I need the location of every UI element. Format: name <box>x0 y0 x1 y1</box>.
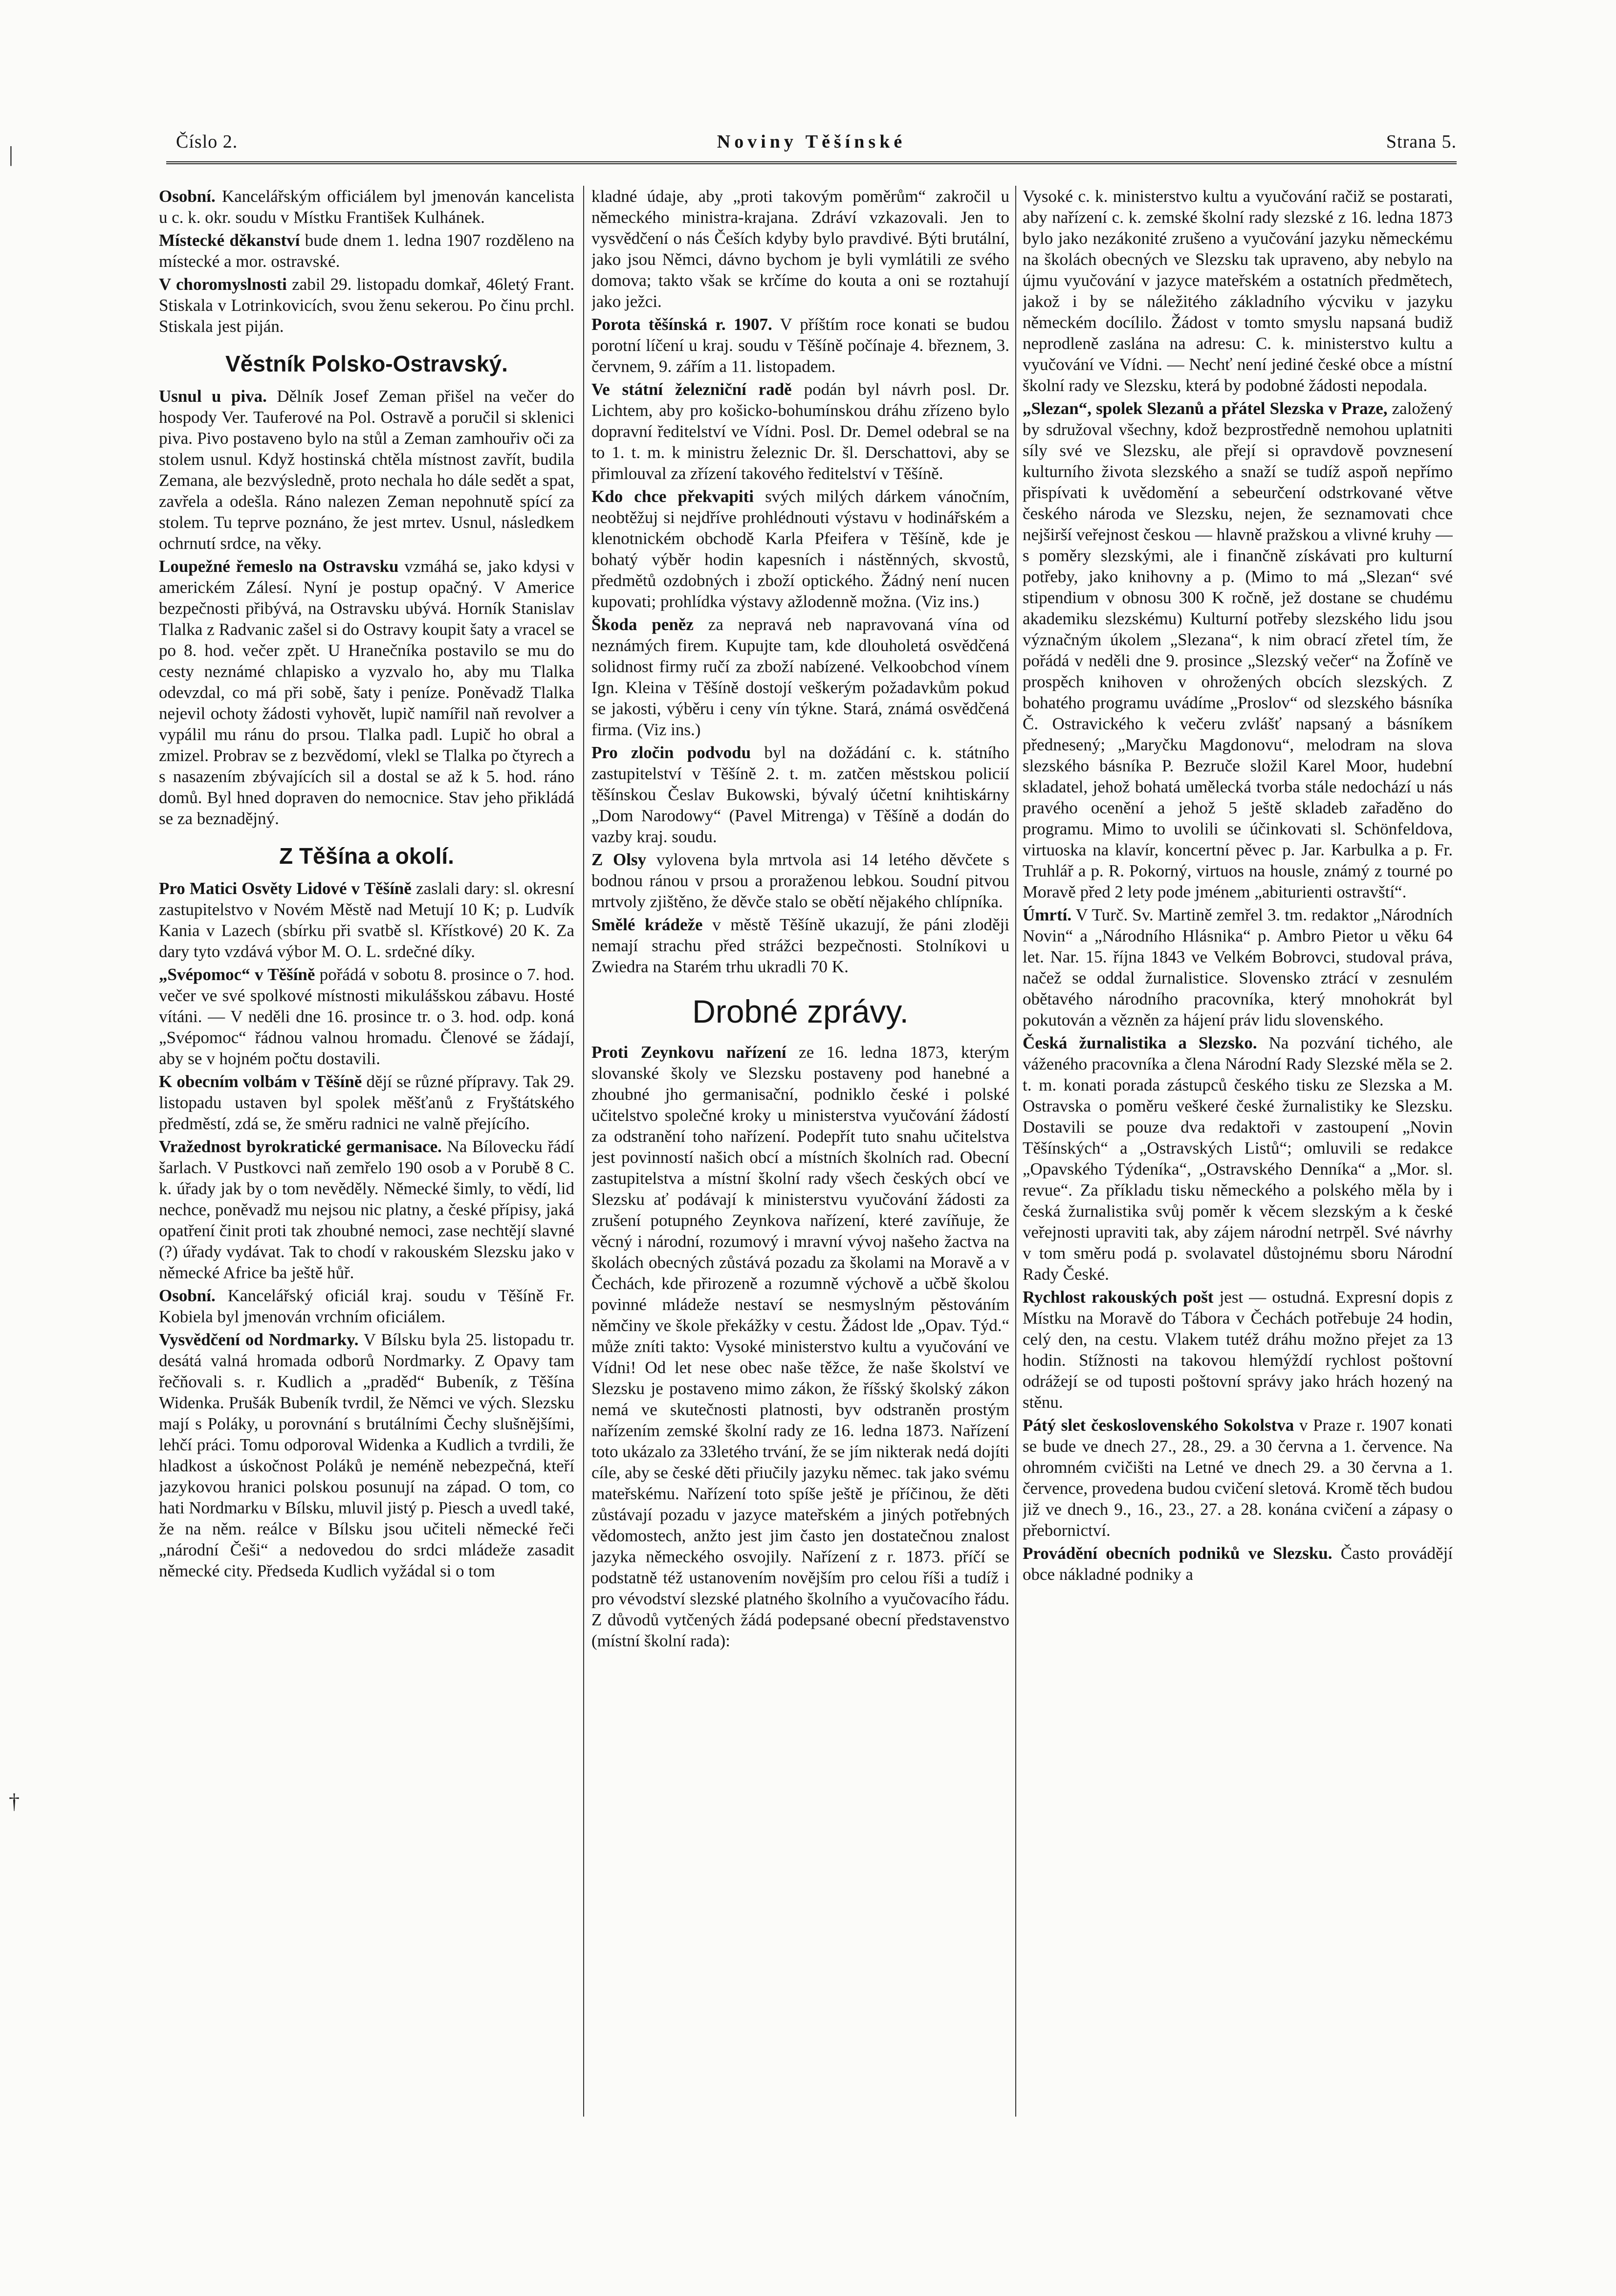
column-3 <box>1023 186 1453 2117</box>
article-text: podán byl návrh posl. Dr. Lichtem, aby pro košicko-bohumínskou dráhu zřízeno bylo dopravní ředitelství ve Vídni. Posl. Dr. Demel odebral se na to 1. t. m. k ministru železnic Dr. šl. Derschattovi, aby se přimlouval za zřízení takového ředitelství v Těšíně. <box>591 380 1009 483</box>
article-heading: Kdo chce překvapiti <box>591 487 754 506</box>
issue-number: Číslo 2. <box>176 131 238 152</box>
article-heading: Osobní. <box>159 1286 216 1305</box>
article-heading: V choromyslnosti <box>159 275 287 294</box>
article-text: svých milých dárkem vánočním, neobtěžuj si nejdříve prohlédnouti výstavu v hodinářském a klenotnickém obchodě Karla Pfeifera v Těšíně, kde je bohatý výběr hodin kapesních i nástěnných, skvostů, předmětů ozdobných i zboží optického. Žádný není nucen kupovati; prohlídka výstavy ažlodenně možna. (Viz ins.) <box>591 487 1009 611</box>
article-heading: Z Olsy <box>591 850 647 869</box>
article-text: Často provádějí obce nákladné podniky a <box>1023 1544 1453 1584</box>
article <box>591 486 1009 612</box>
article-heading: Loupežné řemeslo na Ostravsku <box>159 557 399 576</box>
article <box>591 379 1009 484</box>
article-heading: Vysvědčení od Nordmarky. <box>159 1330 359 1349</box>
article-text: za nepravá neb napravovaná vína od neznámých firem. Kupujte tam, kde dlouholetá osvědčená solidnost firmy ručí za zboží nabízené. Velkoobchod vínem Ign. Kleina v Těšíně dostojí veškerým požadavkům pokud se jakosti, výběru i ceny vín týkne. Stará, známá osvědčená firma. (Viz ins.) <box>591 615 1009 739</box>
article <box>591 1042 1009 1651</box>
article <box>1023 904 1453 1030</box>
article <box>1023 186 1453 396</box>
article-heading: Místecké děkanství <box>159 231 300 250</box>
article-text: v Praze r. 1907 konati se bude ve dnech 27., 28., 29. a 30 června a 1. července. Na ohromném cvičišti na Letné ve dnech 29. a 30 června a 1. července, provedena budou cvičení sletová. Kromě těch budou již ve dnech 9., 16., 23., 27. a 28. konána cvičení a zápasy o přebornictví. <box>1023 1416 1453 1540</box>
article-text: pořádá v sobotu 8. prosince o 7. hod. večer ve své spolkové místnosti mikulášskou zábavu. Hosté vítáni. — V neděli dne 16. prosince tr. o 3. hod. odp. koná „Svépomoc“ řádnou valnou hromadu. Členové se žádají, aby se v hojném počtu dostavili. <box>159 965 574 1068</box>
article-heading: Smělé krádeže <box>591 915 703 934</box>
article <box>591 742 1009 847</box>
article <box>591 914 1009 977</box>
article-text: byl na dožádání c. k. státního zastupitelství v Těšíně 2. t. m. zatčen městskou policií těšínskou Česlav Bukowski, bývalý účetní knihtiskárny „Dom Narodowy“ (Pavel Mitrenga) v Těšíně a dodán do vazby kraj. soudu. <box>591 743 1009 846</box>
header-rule <box>166 161 1457 164</box>
article <box>159 230 574 272</box>
article-heading: Provádění obecních podniků ve Slezsku. <box>1023 1544 1332 1563</box>
article <box>1023 1543 1453 1585</box>
article-text: zaslali dary: sl. okresní zastupitelstvo v Novém Městě nad Metují 10 K; p. Ludvík Kania v Lazech (sbírku při svatbě sl. Křístkové) 20 K. Za dary tyto vzdává výbor M. O. L. srdečné díky. <box>159 879 574 961</box>
article-heading: Škoda peněz <box>591 615 694 634</box>
article-text: V Turč. Sv. Martině zemřel 3. tm. redaktor „Národních Novin“ a „Národního Hlásnika“ p. Ambro Pietor u věku 64 let. Nar. 15. října 1843 ve Velkém Bobrovci, studoval práva, načež se oddal žurnalistice. Slovensko ztrácí v zesnulém obětavého národního pracovníka, který mnohokrát byl pokutován a vězněn za hájení práv lidu slovenského. <box>1023 905 1453 1029</box>
article-text: V příštím roce konati se budou porotní líčení u kraj. soudu v Těšíně počínaje 4. březnem, 3. červnem, 9. zářím a 11. listopadem. <box>591 315 1009 376</box>
article <box>159 964 574 1069</box>
article-heading: Proti Zeynkovu nařízení <box>591 1043 786 1062</box>
article-heading: „Slezan“, spolek Slezanů a přátel Slezska v Praze, <box>1023 399 1388 418</box>
article-text: Na Bílovecku řádí šarlach. V Pustkovci naň zemřelo 190 osob a v Porubě 8 C. k. úřady jak by o tom nevěděly. Německé šimly, to vědí, lid nechce, poněvadž mu nejsou nic platny, a české přípisy, jaká opatření činit proti tak zhoubné nemoci, zase nechtějí slavné (?) úřady vydávat. Tak to chodí v rakouském Slezsku jako v německé Africe ba ještě hůř. <box>159 1137 574 1282</box>
article-heading: Usnul u piva. <box>159 387 267 406</box>
article <box>591 614 1009 740</box>
section-heading: Drobné zprávy. <box>692 993 909 1029</box>
article-text: vylovena byla mrtvola asi 14 letého děvčete s bodnou ránou v prsou a proraženou lebkou. Soudní pitvou mrtvoly zjištěno, že děvče stalo se obětí nějakého chlípníka. <box>591 850 1009 911</box>
article-text: Kancelářským officiálem byl jmenován kancelista u c. k. okr. soudu v Místku František Kulhánek. <box>159 187 574 227</box>
article <box>591 314 1009 377</box>
article <box>159 1136 574 1283</box>
article <box>159 1285 574 1327</box>
article <box>159 1071 574 1134</box>
page-number: Strana 5. <box>1386 131 1457 152</box>
article-heading: Rychlost rakouských pošt <box>1023 1288 1214 1307</box>
article-text: Dělník Josef Zeman přišel na večer do hospody Ver. Tauferové na Pol. Ostravě a poručil si sklenici piva. Pivo postaveno bylo na stůl a Zeman zamhouřiv oči za stolem usnul. Když hostinská chtěla místnost zavřít, budila Zemana, ale bezvýsledně, proto nechala ho dále sedět a spat, zavřela a odešla. Ráno nalezen Zeman nepohnutě spící za stolem. Tu teprve poznáno, že jest mrtev. Usnul, následkem ochrnutí srdce, na věky. <box>159 387 574 553</box>
article <box>1023 1415 1453 1541</box>
article-text: zabil 29. listopadu domkař, 46letý Frant. Stiskala v Lotrinkovicích, svou ženu sekerou. Po činu prchl. Stiskala jest piján. <box>159 275 574 336</box>
article-heading: Osobní. <box>159 187 216 206</box>
article-text: V Bílsku byla 25. listopadu tr. desátá valná hromada odborů Nordmarky. Z Opavy tam řečňovali s. r. Kudlich a „praděd“ Bubeník, z Těšína Widenka. Prušák Bubeník tvrdil, že Němci ve vých. Slezsku mají s Poláky, u porovnání s brutálními Čechy slušnějšími, lehčí práci. Tomu odporoval Widenka a Kudlich a tvrdili, že hladkost a úskočnost Poláků je neméně nebezpečná, kteří jazykovou hranici polskou posunují na západ. O tom, co hati Nordmarku v Bílsku, mluvil jistý p. Piesch a uvedl také, že na něm. reálce v Bílsku jsou učiteli německé řeči „národní Češi“ a nedovedou do srdci mládeže zasadit německé city. Předseda Kudlich vyžádal si o tom <box>159 1330 574 1580</box>
newspaper-title: Noviny Těšínské <box>717 131 906 152</box>
page-header <box>166 131 1457 165</box>
article <box>159 274 574 337</box>
article <box>159 186 574 228</box>
article-text: v městě Těšíně ukazují, že páni zloději nemají strachu před strážci bezpečnosti. Stolníkovi u Zwiedra na Starém trhu ukradli 70 K. <box>591 915 1009 976</box>
article-text: bude dnem 1. ledna 1907 rozděleno na místecké a mor. ostravské. <box>159 231 574 271</box>
article-text: Vysoké c. k. ministerstvo kultu a vyučování račiž se postarati, aby nařízení c. k. zemské školní rady slezské z 16. ledna 1873 bylo jako nezákonité zrušeno a vyučování jazyku německému na školách obecných ve Slezsku tak upraveno, aby nebylo na újmu vyučování v jazyce mateřském a ostatních předmětech, jakož i by se náležitého základního výcviku v jazyku německém docílilo. Žádost v tomto smyslu napsaná budiž neprodleně zaslána na adresu: C. k. ministerstvo kultu a vyučování ve Vídni. — Nechť není jediné české obce a místní školní rady ve Slezsku, která by podobné žádosti nepodala. <box>1023 187 1453 395</box>
article-heading: Ve státní železniční radě <box>591 380 792 399</box>
article-heading: Vražednost byrokratické germanisace. <box>159 1137 442 1156</box>
article-text: jest — ostudná. Expresní dopis z Místku na Moravě do Tábora v Čechách potřebuje 24 hodin, celý den, na cestu. Vlakem tutéž dráhu možno přejet za 13 hodin. Stížnosti na takovou hlemýždí rychlost poštovní odrážejí se od tuposti poštovní správy jako hrách hozený na stěnu. <box>1023 1288 1453 1412</box>
article <box>159 556 574 829</box>
article-text: vzmáhá se, jako kdysi v americkém Zálesí. Nyní je postup opačný. V Americe bezpečnosti přibývá, na Ostravsku ubývá. Horník Stanislav Tlalka z Radvanic zašel si do Ostravy koupit šaty a vracel se po 8. hod. večer zpět. U Hranečníka postavilo se mu do cesty neznámé chlapisko a vyzvalo ho, aby mu Tlalka odevzdal, co má při sobě, šaty i peníze. Poněvadž Tlalka nejevil ochoty žádosti vyhovět, lupič namířil naň revolver a vypálil mu ránu do prsou. Tlalka padl. Lupič ho obral a zmizel. Probrav se z bezvědomí, vlekl se Tlalka po čtyrech a s nasazením zbývajících sil a dostal se až k 5. hod. ráno domů. Byl hned dopraven do nemocnice. Stav jeho přikládá se za beznadějný. <box>159 557 574 828</box>
article-text: ze 16. ledna 1873, kterým slovanské školy ve Slezsku postaveny pod hanebné a zhoubné jho germanisační, podniklo české i polské učitelstvo společné kroky u ministerstva vyučování žádostí za odstranění toho nařízení. Podepřít tuto snahu učitelstva jest povinností našich obcí a místních školních rad. Obecní zastupitelstva a místní školní rady všech českých obcí ve Slezsku ať podávají k ministerstvu vyučování žádosti za zrušení potupného Zeynkova nařízení, které zavíňuje, že věcný i národní, rozumový i mravní vývoj našeho žactva na školách obecných zůstává pozadu za školami na Moravě a v Čechách, kde přirozeně a rozumně výchově a učbě školou povinné mládeže nestaví se nesmyslným pěstováním němčiny ve škole překážky v cestu. Žádost lde „Opav. Týd.“ může zníti takto: Vysoké ministerstvo kultu a vyučování ve Vídni! Od let nese obec naše těžce, že naše školství ve Slezsku je postaveno mimo zákon, že říšský školský zákon nemá ve skutečnosti platnosti, byv odstraněn prostým nařízením zemské školní rady ze 16. ledna 1873. Nařízení toto ukázalo za 33letého trvání, že se jím nikterak nedá dojíti cíle, aby se české děti přiučily jazyku němec. tak jako svému mateřskému. Nařízení toto spíše ještě je příčinou, že děti zůstávají pozadu v jazyce mateřském a jiných potřebných vědomostech, anžto jest jim často jen dostatečnou znalost jazyka německého osvojily. Nařízení z r. 1873. příčí se podstatně též ustanovením novějším pro celou říši a tudíž i pro vévodství slezské platného školního a vyučovacího řádu. Z důvodů vytčených žádá podepsané obecní představenstvo (místní školní rada): <box>591 1043 1009 1650</box>
article <box>159 1329 574 1581</box>
article-heading: Porota těšínská r. 1907. <box>591 315 772 334</box>
article-text: kladné údaje, aby „proti takovým poměrům“ zakročil u německého ministra-krajana. Zdráví vzkazovali. Jen to vysvědčení o nás Češích kdyby bylo pravdivé. Býti brutální, jako jsou Němci, dávno bychom je byli vymlátili ze svého domova; takto však se krčíme do kouta a oni se roztahují jako ježci. <box>591 187 1009 311</box>
column-divider <box>1015 186 1016 2117</box>
column-divider <box>583 186 584 2117</box>
article-text: dějí se různé přípravy. Tak 29. listopadu ustaven byl spolek měšťanů z Fryštátského předměstí, zdá se, že směru radnici ne valně přejícího. <box>159 1072 574 1133</box>
column-2 <box>591 186 1009 2117</box>
scan-margin-mark: † <box>9 1790 20 1814</box>
article <box>1023 398 1453 902</box>
article-heading: Úmrtí. <box>1023 905 1072 924</box>
article <box>591 849 1009 912</box>
article-heading: Pro zločin podvodu <box>591 743 751 762</box>
article <box>1023 1287 1453 1413</box>
section-heading: Věstník Polsko-Ostravský. <box>225 351 508 376</box>
section-heading: Z Těšína a okolí. <box>279 843 454 869</box>
article-text: Na pozvání tichého, ale váženého pracovníka a člena Národní Rady Slezské měla se 2. t. m. konati porada zástupců českého tisku ze Slezska a M. Ostravska o poměru veškeré české žurnalistiky ke Slezsku. Dostavili se pouze dva redaktoři v zastoupení „Novin Těšínských“ a „Ostravských Listů“; omluvili se redakce „Opavského Týdeníka“, „Ostravského Denníka“ a „Mor. sl. revue“. Za příkladu tisku německého a polského měla by i česká žurnalistika svůj poměr k věcem slezským a k české veřejnosti upraviti tak, aby zájem národní netrpěl. Své návrhy v tom směru podá p. svolavatel důstojnému sboru Národní Rady České. <box>1023 1033 1453 1284</box>
article <box>1023 1032 1453 1285</box>
article-text: Kancelářský oficiál kraj. soudu v Těšíně Fr. Kobiela byl jmenován vrchním oficiálem. <box>159 1286 574 1326</box>
article <box>159 878 574 962</box>
article <box>591 186 1009 312</box>
article-heading: Česká žurnalistika a Slezsko. <box>1023 1033 1257 1052</box>
scan-margin-mark: | <box>9 142 13 166</box>
article-heading: Pátý slet československého Sokolstva <box>1023 1416 1294 1435</box>
column-1 <box>159 186 574 2117</box>
article-heading: K obecním volbám v Těšíně <box>159 1072 362 1091</box>
article-text: založený by sdružoval všechny, kdož bezprostředně nemohou uplatniti síly své ve Slezsku, ale přejí si opravdově povznesení kulturního života slezského a snaží se tudíž aspoň nepřímo přispívati k uvědomění a sebeurčení odstrkované větve českého národa ve Slezsku, nejen, že seznamovati chce nejširší veřejnost českou — hlavně pražskou a vlivné kruhy — s poměry slezskými, ale i finančně získávati pro kulturní potřeby, jako knihovny a p. (Mimo to má „Slezan“ své stipendium v obnosu 300 K ročně, jež dostane se chudému akademiku slezskému) Kulturní potřeby slezského lidu jsou význačným úkolem „Slezana“, k nim obrací zřetel tím, že pořádá v neděli dne 9. prosince „Slezský večer“ na Žofíně ve prospěch knihoven v ohrožených obcích slezských. Z bohatého programu uvádíme „Proslov“ od slezského básníka Č. Ostravického k večeru zvlášť napsaný a básníkem přednesený; „Maryčku Magdonovu“, melodram na slova slezského básníka P. Bezruče složil Karel Moor, hudební skladatel, jehož bohatá umělecká tvorba stále nedochází u nás pravého ocenění a jehož 5 ještě skladeb zařaděno do programu. Mimo to uvolili se účinkovati sl. Schönfeldova, virtuoska na klavír, koncertní pěvec p. Jar. Karbulka a p. Fr. Truhlář a p. R. Pokorný, virtuos na housle, známý z tourné po Moravě před 2 lety pode jménem „abiturienti ostravští“. <box>1023 399 1453 901</box>
article-heading: „Svépomoc“ v Těšíně <box>159 965 315 984</box>
article-heading: Pro Matici Osvěty Lidové v Těšíně <box>159 879 412 898</box>
article <box>159 386 574 554</box>
